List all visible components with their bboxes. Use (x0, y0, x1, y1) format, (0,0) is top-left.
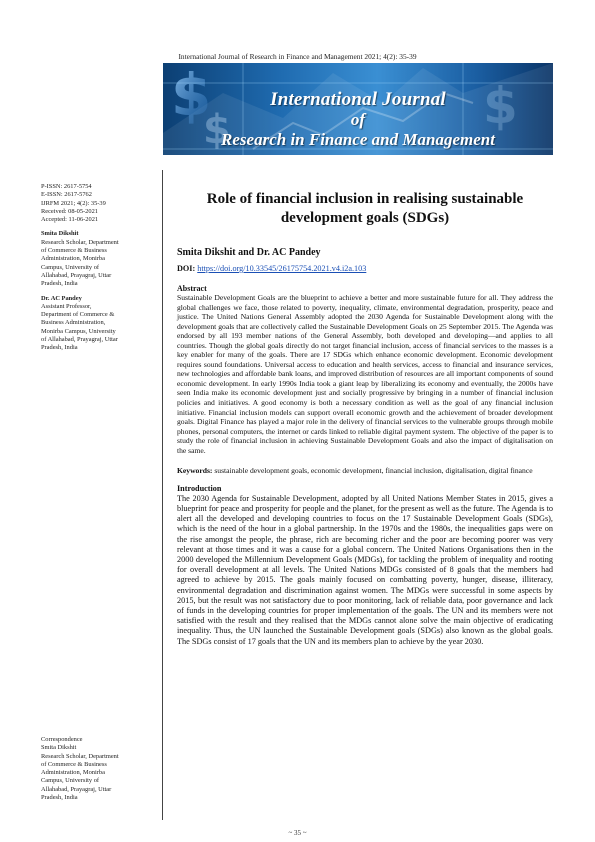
meta-line: P-ISSN: 2617-5754 (41, 183, 92, 190)
correspondence-name: Smita Dikshit (41, 744, 77, 752)
abstract-heading: Abstract (177, 284, 207, 293)
affiliation-line: Business Administration, (41, 319, 106, 327)
affiliation-line: Administration, Monirba (41, 769, 105, 777)
correspondence-heading: Correspondence (41, 736, 83, 743)
affiliation-line: Department of Commerce & (41, 311, 115, 319)
svg-text:$: $ (171, 63, 212, 129)
affiliation-line: Pradesh, India (41, 794, 78, 802)
svg-text:$: $ (203, 107, 231, 153)
keywords-label: Keywords: (177, 466, 213, 476)
abstract-section (177, 284, 553, 455)
affiliation-line: Campus, University of (41, 263, 100, 271)
author1-name: Smita Dikshit (41, 230, 79, 238)
article-authors: Smita Dikshit and Dr. AC Pandey (177, 247, 321, 258)
abstract-text: Sustainable Development Goals are the blueprint to achieve a better and more sustainable future for all. They address the global challenges we face, those related to poverty, inequality, climate, environmental degradation, prosperity, peace and justice. The United Nations General Assembly adopted the 2030 Agenda for Sustainable Development along with the development goals that are collectively called the Sustainable Development Goals on 25 September 2015. The Agenda was endorsed by all 193 member nations of the General Assembly, both developed and developing—and applies to all countries. Though the global goals directly do not target financial inclusion, access of financial services to the masses is a key enabler for many of the goals. There are 17 SDGs which enhance economic development. Economic development requires sound foundations. Universal access to education and health services, access to financial and insurance services, new technologies and affordable bank loans, and improved distribution of resources are all important components of sound economic development. In early 1990s India took a giant leap by liberalizing its economy and eventually, the 2000s have seen India make its economic development just and socially progressive by bringing in a number of financial inclusion policies and initiatives. A good economy is both a necessary condition as well as the goal of any financial inclusion initiative. Financial inclusion models can support overall economic growth and the achievement of broader development goals. Digital Finance has played a major role in the delivery of financial services to the vulnerable groups through mobile phones, personal computers, the internet or cards linked to reliable digital payment system. The objective of the paper is to study the role of financial inclusion in achieving Sustainable Development Goals and also the impact of digitalisation on the same. (177, 293, 553, 455)
title-line1: Role of financial inclusion in realising sustainable (206, 191, 524, 207)
affiliation-line: of Commerce & Business (41, 760, 107, 768)
article-title (177, 190, 553, 228)
affiliation-line: Monirba Campus, University (41, 327, 116, 335)
author1-info (41, 230, 159, 288)
affiliation-line: Assistant Professor, (41, 302, 92, 310)
title-line2: development goals (SDGs) (280, 210, 450, 226)
author2-name: Dr. AC Pandey (41, 294, 82, 302)
doi-link[interactable]: https://doi.org/10.33545/26175754.2021.v4.i2a.103 (197, 264, 367, 273)
author2-info (41, 295, 159, 353)
affiliation-line: Allahabad, Prayagraj, Uttar (41, 785, 112, 793)
affiliation-line: Allahabad, Prayagraj, Uttar (41, 271, 112, 279)
meta-line: E-ISSN: 2617-5762 (41, 191, 92, 199)
affiliation-line: Pradesh, India (41, 344, 78, 352)
banner-title-line1: International Journal (270, 89, 446, 110)
sidebar (41, 183, 159, 359)
doi-line (177, 264, 553, 273)
keywords-text: sustainable development goals, economic development, financial inclusion, digitalisation, digital finance (214, 466, 533, 476)
banner-title-line3: Research in Finance and Management (221, 130, 495, 149)
page-number: ~ 35 ~ (288, 829, 307, 837)
doi-label: DOI: (177, 264, 196, 273)
affiliation-line: Campus, University of (41, 777, 100, 785)
article-main (177, 190, 553, 647)
column-divider (162, 170, 163, 820)
introduction-section (177, 484, 553, 647)
correspondence-info (41, 736, 159, 802)
affiliation-line: of Commerce & Business (41, 247, 107, 255)
affiliation-line: Pradesh, India (41, 280, 78, 288)
affiliation-line: Research Scholar, Department (41, 238, 119, 246)
introduction-heading: Introduction (177, 483, 222, 493)
introduction-text: The 2030 Agenda for Sustainable Development, adopted by all United Nations Member States in 2015, gives a blueprint for peace and prosperity for people and the planet, for the present as well as the future. The Agenda is to alert all the developed and developing countries to focus on the 17 Sustainable Development Goals (SDGs), which is the need of the hour in a global partnership. In the 1970s and the 1980s, the inequalities gaps were on the rise amongst the people, the phrase, rich are becoming richer and the poor are becoming poorer was very relevant at those times and it was a cause for a global concern. The United Nations Organisations then in the 2000 developed the Millennium Development Goals (MDGs), for tackling the problem of inequality and rooting for overall development at all levels. The United Nations MDGs consisted of 8 goals that the members had agreed to achieve by 2015. The goals mainly focused on combatting poverty, hunger, disease, illiteracy, environmental degradation and discrimination against women. The MDGs were successful in some aspects by 2015, but the result was not satisfactory due to poor monitoring, lack of reliable data, poor governance and lack of funds in the developing countries for proper implementation of the goals. The UN and its members were not satisfied with the result and they realised that the MDGs cannot alone solve the main objective of eradicating inequality. Thus, the UN launched the Sustainable Development goals (SDGs) also known as the global goals. The SDGs consist of 17 goals that the UN and its members plan to achieve by the year 2030. (177, 493, 553, 646)
affiliation-line: of Allahabad, Prayagraj, Uttar (41, 336, 118, 344)
meta-line: Received: 08-05-2021 (41, 207, 98, 215)
keywords-section (177, 466, 553, 476)
running-head: International Journal of Research in Finance and Management 2021; 4(2): 35-39 (178, 52, 417, 61)
affiliation-line: Research Scholar, Department (41, 752, 119, 760)
meta-line: IJRFM 2021; 4(2): 35-39 (41, 199, 106, 207)
journal-banner (163, 63, 553, 155)
affiliation-line: Administration, Monirba (41, 255, 105, 263)
meta-line: Accepted: 11-06-2021 (41, 216, 99, 224)
article-meta (41, 183, 159, 224)
svg-text:$: $ (483, 77, 518, 135)
banner-title-line2: of (350, 110, 366, 129)
